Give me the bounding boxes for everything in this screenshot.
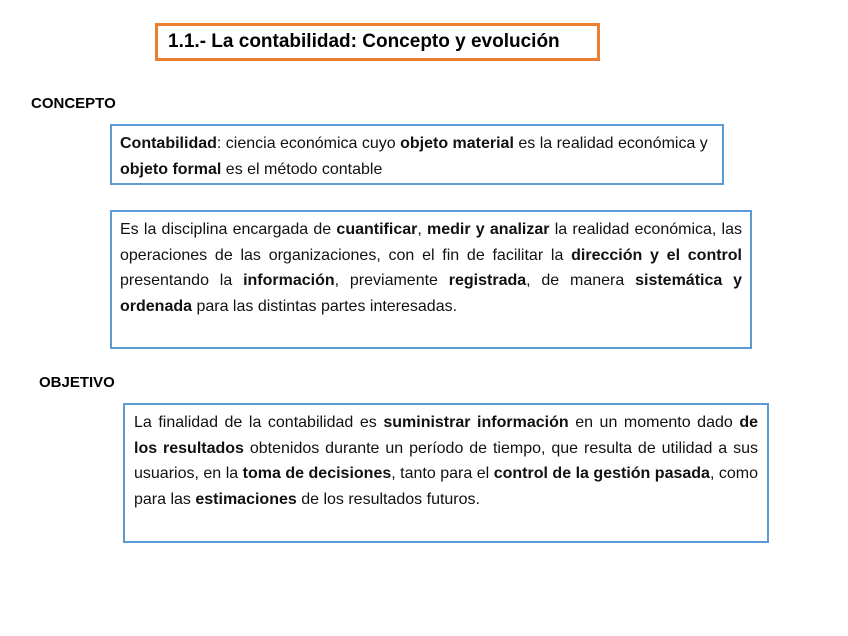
body-text: para las distintas partes interesadas.	[192, 297, 458, 315]
body-text: presentando la	[120, 272, 244, 289]
emphasis-text: toma de decisiones	[242, 465, 392, 482]
emphasis-text: estimaciones	[195, 490, 297, 508]
objetivo-box	[123, 403, 769, 543]
body-text: : ciencia económica cuyo	[216, 135, 401, 152]
body-text: en un momento dado	[568, 414, 740, 431]
emphasis-text: información	[243, 272, 335, 289]
emphasis-text: dirección y el control	[571, 246, 742, 264]
concepto-description-box	[110, 210, 752, 349]
page-title	[155, 23, 600, 61]
body-text: es el método contable	[221, 160, 383, 178]
body-text: la realidad económica, las operaciones de las organizaciones, con el fin de facilitar la	[120, 221, 743, 264]
body-text: es la realidad económica y	[513, 135, 708, 152]
body-text: de los resultados futuros.	[296, 490, 480, 508]
concepto-heading: CONCEPTO	[31, 95, 116, 112]
body-text: Es la disciplina encargada de	[120, 221, 337, 238]
emphasis-text: cuantificar	[336, 221, 418, 238]
body-text: ,	[417, 221, 428, 238]
emphasis-text: suministrar información	[383, 414, 569, 431]
concepto-description-text	[120, 217, 742, 319]
body-text: , tanto para el	[391, 465, 494, 482]
emphasis-text: registrada	[448, 272, 527, 289]
emphasis-text: sistemática y ordenada	[120, 272, 742, 315]
objetivo-text	[134, 410, 758, 512]
body-text: , de manera	[526, 272, 636, 289]
body-text: , previamente	[334, 272, 449, 289]
emphasis-text: objeto material	[400, 135, 514, 152]
page-title-text: 1.1.- La contabilidad: Concepto y evolución	[168, 31, 560, 52]
concepto-definition-text	[120, 131, 714, 182]
emphasis-text: medir y analizar	[427, 221, 550, 238]
concepto-definition-box	[110, 124, 724, 185]
emphasis-text: de los resultados	[134, 414, 759, 457]
body-text: , como para las	[134, 465, 759, 508]
emphasis-text: objeto formal	[120, 160, 222, 178]
objetivo-heading: OBJETIVO	[39, 374, 115, 391]
body-text: La finalidad de la contabilidad es	[134, 414, 384, 431]
emphasis-text: Contabilidad	[120, 135, 217, 152]
emphasis-text: control de la gestión pasada	[493, 465, 710, 482]
body-text: obtenidos durante un período de tiempo, que resulta de utilidad a sus usuarios, en la	[134, 439, 758, 482]
